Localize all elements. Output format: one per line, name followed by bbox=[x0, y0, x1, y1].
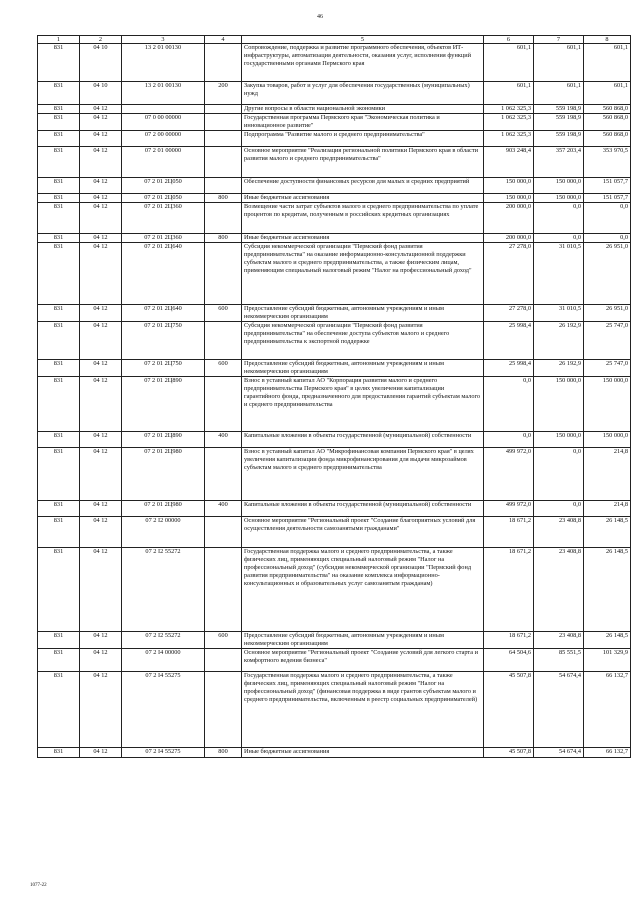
amount-2023-cell: 54 674,4 bbox=[534, 672, 584, 748]
expense-type-cell: 600 bbox=[205, 360, 242, 377]
admin-code-cell: 831 bbox=[38, 234, 80, 243]
description-cell: Иные бюджетные ассигнования bbox=[242, 194, 484, 203]
section-code-cell: 04 12 bbox=[80, 147, 122, 178]
amount-2022-cell: 499 972,0 bbox=[484, 501, 534, 517]
expense-type-cell bbox=[205, 131, 242, 147]
section-code-cell: 04 12 bbox=[80, 448, 122, 501]
admin-code-cell: 831 bbox=[38, 305, 80, 322]
admin-code-cell: 831 bbox=[38, 105, 80, 114]
amount-2022-cell: 601,1 bbox=[484, 82, 534, 105]
description-cell: Предоставление субсидий бюджетным, автономным учреждениям и иным некоммерческим организациям bbox=[242, 632, 484, 649]
target-article-cell: 13 2 01 00130 bbox=[122, 82, 205, 105]
table-row bbox=[38, 672, 631, 748]
amount-2023-cell: 150 000,0 bbox=[534, 178, 584, 194]
amount-2024-cell: 601,1 bbox=[584, 82, 631, 105]
admin-code-cell: 831 bbox=[38, 178, 80, 194]
table-row bbox=[38, 203, 631, 234]
amount-2023-cell: 0,0 bbox=[534, 203, 584, 234]
amount-2022-cell: 1 062 325,3 bbox=[484, 105, 534, 114]
expense-type-cell bbox=[205, 517, 242, 548]
table-row bbox=[38, 105, 631, 114]
description-cell: Возмещение части затрат субъектов малого и среднего предпринимательства по уплате процентов по кредитам, полученным в российских кредитных организациях bbox=[242, 203, 484, 234]
expense-type-cell bbox=[205, 203, 242, 234]
expense-type-cell bbox=[205, 448, 242, 501]
amount-2022-cell: 27 278,0 bbox=[484, 305, 534, 322]
section-code-cell: 04 12 bbox=[80, 203, 122, 234]
admin-code-cell: 831 bbox=[38, 360, 80, 377]
description-cell: Другие вопросы в области национальной экономики bbox=[242, 105, 484, 114]
section-code-cell: 04 12 bbox=[80, 131, 122, 147]
amount-2024-cell: 26 951,0 bbox=[584, 243, 631, 305]
table-row bbox=[38, 548, 631, 632]
amount-2022-cell: 45 507,8 bbox=[484, 748, 534, 758]
amount-2023-cell: 150 000,0 bbox=[534, 432, 584, 448]
admin-code-cell: 831 bbox=[38, 377, 80, 432]
target-article-cell: 07 2 00 00000 bbox=[122, 131, 205, 147]
target-article-cell: 07 2 01 2Ц360 bbox=[122, 203, 205, 234]
table-row bbox=[38, 243, 631, 305]
amount-2022-cell: 903 248,4 bbox=[484, 147, 534, 178]
admin-code-cell: 831 bbox=[38, 44, 80, 82]
amount-2023-cell: 601,1 bbox=[534, 82, 584, 105]
section-code-cell: 04 12 bbox=[80, 114, 122, 131]
column-header: 4 bbox=[205, 36, 242, 44]
section-code-cell: 04 12 bbox=[80, 234, 122, 243]
description-cell: Сопровождение, поддержка и развитие программного обеспечения, объектов ИТ-инфраструктуры, автоматизация деятельности, оказания услуг, исполнения функций государственными органами Пермского края bbox=[242, 44, 484, 82]
amount-2024-cell: 214,8 bbox=[584, 448, 631, 501]
expense-type-cell bbox=[205, 114, 242, 131]
description-cell: Взнос в уставный капитал АО "Корпорация развития малого и среднего предпринимательства Пермского края" в целях увеличения капитализации гарантийного фонда, предназначенного для предоставления гарантий субъектам малого и среднего предпринимательства bbox=[242, 377, 484, 432]
section-code-cell: 04 12 bbox=[80, 243, 122, 305]
amount-2023-cell: 0,0 bbox=[534, 501, 584, 517]
amount-2023-cell: 150 000,0 bbox=[534, 377, 584, 432]
amount-2023-cell: 23 408,8 bbox=[534, 548, 584, 632]
description-cell: Закупка товаров, работ и услуг для обеспечения государственных (муниципальных) нужд bbox=[242, 82, 484, 105]
amount-2022-cell: 18 671,2 bbox=[484, 517, 534, 548]
admin-code-cell: 831 bbox=[38, 748, 80, 758]
description-cell: Предоставление субсидий бюджетным, автономным учреждениям и иным некоммерческим организациям bbox=[242, 360, 484, 377]
amount-2024-cell: 66 132,7 bbox=[584, 672, 631, 748]
admin-code-cell: 831 bbox=[38, 672, 80, 748]
amount-2022-cell: 25 998,4 bbox=[484, 322, 534, 360]
page-number: 46 bbox=[317, 14, 323, 20]
column-header: 1 bbox=[38, 36, 80, 44]
amount-2023-cell: 0,0 bbox=[534, 448, 584, 501]
amount-2024-cell: 0,0 bbox=[584, 234, 631, 243]
target-article-cell: 07 2 01 2Ц890 bbox=[122, 432, 205, 448]
amount-2024-cell: 560 868,0 bbox=[584, 131, 631, 147]
target-article-cell: 07 0 00 00000 bbox=[122, 114, 205, 131]
target-article-cell: 07 2 01 2Ц890 bbox=[122, 377, 205, 432]
description-cell: Субсидия некоммерческой организации "Пермский фонд развития предпринимательства" на оказание информационно-консультационной поддержки субъектам малого и среднего предпринимательства, а также физическим лицам, применяющим специальный налоговый режим "Налог на профессиональный доход" bbox=[242, 243, 484, 305]
amount-2024-cell: 26 148,5 bbox=[584, 517, 631, 548]
expense-type-cell: 600 bbox=[205, 305, 242, 322]
amount-2022-cell: 150 000,0 bbox=[484, 194, 534, 203]
target-article-cell: 07 2 01 2Ц750 bbox=[122, 322, 205, 360]
column-header: 2 bbox=[80, 36, 122, 44]
amount-2022-cell: 18 671,2 bbox=[484, 632, 534, 649]
amount-2023-cell: 559 198,9 bbox=[534, 131, 584, 147]
table-row bbox=[38, 432, 631, 448]
admin-code-cell: 831 bbox=[38, 194, 80, 203]
amount-2023-cell: 150 000,0 bbox=[534, 194, 584, 203]
amount-2024-cell: 150 000,0 bbox=[584, 432, 631, 448]
description-cell: Основное мероприятие "Региональный проект "Создание условий для легкого старта и комфортного ведения бизнеса" bbox=[242, 649, 484, 672]
amount-2024-cell: 101 329,9 bbox=[584, 649, 631, 672]
section-code-cell: 04 10 bbox=[80, 82, 122, 105]
amount-2022-cell: 601,1 bbox=[484, 44, 534, 82]
admin-code-cell: 831 bbox=[38, 243, 80, 305]
target-article-cell: 07 2 I2 55272 bbox=[122, 632, 205, 649]
amount-2024-cell: 26 148,5 bbox=[584, 632, 631, 649]
amount-2023-cell: 559 198,9 bbox=[534, 114, 584, 131]
amount-2023-cell: 85 551,5 bbox=[534, 649, 584, 672]
expense-type-cell: 200 bbox=[205, 82, 242, 105]
target-article-cell: 07 2 01 2Ц360 bbox=[122, 234, 205, 243]
amount-2022-cell: 1 062 325,3 bbox=[484, 114, 534, 131]
expense-type-cell bbox=[205, 322, 242, 360]
amount-2022-cell: 18 671,2 bbox=[484, 548, 534, 632]
section-code-cell: 04 12 bbox=[80, 105, 122, 114]
amount-2024-cell: 353 970,5 bbox=[584, 147, 631, 178]
section-code-cell: 04 12 bbox=[80, 548, 122, 632]
amount-2022-cell: 200 000,0 bbox=[484, 234, 534, 243]
amount-2022-cell: 200 000,0 bbox=[484, 203, 534, 234]
expense-type-cell: 400 bbox=[205, 432, 242, 448]
target-article-cell: 07 2 01 00000 bbox=[122, 147, 205, 178]
section-code-cell: 04 12 bbox=[80, 178, 122, 194]
target-article-cell: 07 2 01 2Ц640 bbox=[122, 243, 205, 305]
budget-table bbox=[37, 35, 631, 758]
footer-code: 1077-22 bbox=[30, 883, 47, 888]
amount-2022-cell: 1 062 325,3 bbox=[484, 131, 534, 147]
section-code-cell: 04 12 bbox=[80, 360, 122, 377]
expense-type-cell: 800 bbox=[205, 748, 242, 758]
amount-2023-cell: 559 198,9 bbox=[534, 105, 584, 114]
amount-2024-cell: 151 057,7 bbox=[584, 194, 631, 203]
amount-2022-cell: 45 507,8 bbox=[484, 672, 534, 748]
description-cell: Основное мероприятие "Реализация региональной политики Пермского края в области развития малого и среднего предпринимательства" bbox=[242, 147, 484, 178]
admin-code-cell: 831 bbox=[38, 517, 80, 548]
expense-type-cell bbox=[205, 377, 242, 432]
admin-code-cell: 831 bbox=[38, 548, 80, 632]
amount-2022-cell: 0,0 bbox=[484, 432, 534, 448]
admin-code-cell: 831 bbox=[38, 82, 80, 105]
table-row bbox=[38, 194, 631, 203]
description-cell: Предоставление субсидий бюджетным, автономным учреждениям и иным некоммерческим организациям bbox=[242, 305, 484, 322]
table-row bbox=[38, 44, 631, 82]
section-code-cell: 04 12 bbox=[80, 672, 122, 748]
amount-2023-cell: 0,0 bbox=[534, 234, 584, 243]
amount-2024-cell: 25 747,0 bbox=[584, 322, 631, 360]
description-cell: Взнос в уставный капитал АО "Микрофинансовая компания Пермского края" в целях увеличения капитализации фонда микрофинансирования для выдачи микрозаймов субъектам малого и среднего предпринимательства bbox=[242, 448, 484, 501]
expense-type-cell: 600 bbox=[205, 632, 242, 649]
target-article-cell: 07 2 I2 00000 bbox=[122, 517, 205, 548]
target-article-cell: 07 2 I4 55275 bbox=[122, 748, 205, 758]
amount-2023-cell: 23 408,8 bbox=[534, 517, 584, 548]
amount-2024-cell: 0,0 bbox=[584, 203, 631, 234]
amount-2022-cell: 64 504,6 bbox=[484, 649, 534, 672]
admin-code-cell: 831 bbox=[38, 114, 80, 131]
target-article-cell: 07 2 I4 00000 bbox=[122, 649, 205, 672]
description-cell: Государственная поддержка малого и среднего предпринимательства, а также физических лиц, применяющих специальный налоговый режим "Налог на профессиональный доход" (субсидия некоммерческой организации "Пермский фонд развития предпринимательства" на оказание комплекса информационно-консультационных и образовательных услуг самозанятым гражданам) bbox=[242, 548, 484, 632]
section-code-cell: 04 12 bbox=[80, 305, 122, 322]
table-row bbox=[38, 234, 631, 243]
target-article-cell bbox=[122, 105, 205, 114]
admin-code-cell: 831 bbox=[38, 203, 80, 234]
amount-2023-cell: 26 192,9 bbox=[534, 360, 584, 377]
section-code-cell: 04 12 bbox=[80, 632, 122, 649]
amount-2024-cell: 151 057,7 bbox=[584, 178, 631, 194]
column-header: 6 bbox=[484, 36, 534, 44]
description-cell: Государственная поддержка малого и среднего предпринимательства, а также физических лиц, применяющих специальный налоговый режим "Налог на профессиональный доход" (финансовая поддержка в виде грантов субъектам малого и среднего предпринимательства, включенным в реестр социальных предпринимателей) bbox=[242, 672, 484, 748]
admin-code-cell: 831 bbox=[38, 649, 80, 672]
target-article-cell: 07 2 01 2Ц050 bbox=[122, 178, 205, 194]
target-article-cell: 07 2 01 2Ц980 bbox=[122, 448, 205, 501]
section-code-cell: 04 12 bbox=[80, 501, 122, 517]
section-code-cell: 04 12 bbox=[80, 194, 122, 203]
description-cell: Иные бюджетные ассигнования bbox=[242, 748, 484, 758]
amount-2024-cell: 66 132,7 bbox=[584, 748, 631, 758]
amount-2023-cell: 31 010,5 bbox=[534, 305, 584, 322]
amount-2024-cell: 150 000,0 bbox=[584, 377, 631, 432]
table-row bbox=[38, 305, 631, 322]
amount-2024-cell: 25 747,0 bbox=[584, 360, 631, 377]
amount-2022-cell: 0,0 bbox=[484, 377, 534, 432]
description-cell: Капитальные вложения в объекты государственной (муниципальной) собственности bbox=[242, 432, 484, 448]
section-code-cell: 04 10 bbox=[80, 44, 122, 82]
table-row bbox=[38, 360, 631, 377]
amount-2022-cell: 150 000,0 bbox=[484, 178, 534, 194]
expense-type-cell: 800 bbox=[205, 194, 242, 203]
table-row bbox=[38, 131, 631, 147]
table-row bbox=[38, 322, 631, 360]
table-row bbox=[38, 377, 631, 432]
amount-2024-cell: 26 951,0 bbox=[584, 305, 631, 322]
amount-2023-cell: 23 408,8 bbox=[534, 632, 584, 649]
target-article-cell: 07 2 I2 55272 bbox=[122, 548, 205, 632]
expense-type-cell: 400 bbox=[205, 501, 242, 517]
description-cell: Иные бюджетные ассигнования bbox=[242, 234, 484, 243]
amount-2023-cell: 26 192,9 bbox=[534, 322, 584, 360]
expense-type-cell bbox=[205, 147, 242, 178]
expense-type-cell bbox=[205, 672, 242, 748]
admin-code-cell: 831 bbox=[38, 632, 80, 649]
column-header: 5 bbox=[242, 36, 484, 44]
expense-type-cell bbox=[205, 105, 242, 114]
amount-2023-cell: 31 010,5 bbox=[534, 243, 584, 305]
admin-code-cell: 831 bbox=[38, 147, 80, 178]
table-row bbox=[38, 147, 631, 178]
admin-code-cell: 831 bbox=[38, 432, 80, 448]
table-row bbox=[38, 649, 631, 672]
section-code-cell: 04 12 bbox=[80, 432, 122, 448]
expense-type-cell bbox=[205, 243, 242, 305]
amount-2024-cell: 26 148,5 bbox=[584, 548, 631, 632]
description-cell: Подпрограмма "Развитие малого и среднего предпринимательства" bbox=[242, 131, 484, 147]
expense-type-cell: 800 bbox=[205, 234, 242, 243]
target-article-cell: 07 2 01 2Ц640 bbox=[122, 305, 205, 322]
amount-2024-cell: 601,1 bbox=[584, 44, 631, 82]
amount-2022-cell: 499 972,0 bbox=[484, 448, 534, 501]
amount-2024-cell: 214,8 bbox=[584, 501, 631, 517]
table-row bbox=[38, 501, 631, 517]
table-row bbox=[38, 748, 631, 758]
description-cell: Основное мероприятие "Региональный проект "Создание благоприятных условий для осуществления деятельности самозанятыми гражданами" bbox=[242, 517, 484, 548]
admin-code-cell: 831 bbox=[38, 131, 80, 147]
expense-type-cell bbox=[205, 649, 242, 672]
section-code-cell: 04 12 bbox=[80, 377, 122, 432]
target-article-cell: 07 2 01 2Ц980 bbox=[122, 501, 205, 517]
expense-type-cell bbox=[205, 548, 242, 632]
column-header: 8 bbox=[584, 36, 631, 44]
table-row bbox=[38, 82, 631, 105]
amount-2023-cell: 54 674,4 bbox=[534, 748, 584, 758]
admin-code-cell: 831 bbox=[38, 448, 80, 501]
section-code-cell: 04 12 bbox=[80, 322, 122, 360]
column-header: 7 bbox=[534, 36, 584, 44]
admin-code-cell: 831 bbox=[38, 501, 80, 517]
table-row bbox=[38, 448, 631, 501]
target-article-cell: 07 2 I4 55275 bbox=[122, 672, 205, 748]
column-header: 3 bbox=[122, 36, 205, 44]
target-article-cell: 07 2 01 2Ц050 bbox=[122, 194, 205, 203]
expense-type-cell bbox=[205, 44, 242, 82]
table-row bbox=[38, 114, 631, 131]
amount-2022-cell: 25 998,4 bbox=[484, 360, 534, 377]
description-cell: Государственная программа Пермского края "Экономическая политика и инновационное развитие" bbox=[242, 114, 484, 131]
table-row bbox=[38, 178, 631, 194]
target-article-cell: 07 2 01 2Ц750 bbox=[122, 360, 205, 377]
table-row bbox=[38, 517, 631, 548]
amount-2023-cell: 601,1 bbox=[534, 44, 584, 82]
table-header-row bbox=[38, 36, 631, 44]
amount-2024-cell: 560 868,0 bbox=[584, 114, 631, 131]
description-cell: Субсидия некоммерческой организации "Пермский фонд развития предпринимательства" на обеспечение доступа субъектов малого и среднего предпринимательства к экспортной поддержке bbox=[242, 322, 484, 360]
admin-code-cell: 831 bbox=[38, 322, 80, 360]
section-code-cell: 04 12 bbox=[80, 748, 122, 758]
description-cell: Обеспечение доступности финансовых ресурсов для малых и средних предприятий bbox=[242, 178, 484, 194]
amount-2024-cell: 560 868,0 bbox=[584, 105, 631, 114]
amount-2023-cell: 357 203,4 bbox=[534, 147, 584, 178]
expense-type-cell bbox=[205, 178, 242, 194]
target-article-cell: 13 2 01 00130 bbox=[122, 44, 205, 82]
table-row bbox=[38, 632, 631, 649]
section-code-cell: 04 12 bbox=[80, 517, 122, 548]
description-cell: Капитальные вложения в объекты государственной (муниципальной) собственности bbox=[242, 501, 484, 517]
section-code-cell: 04 12 bbox=[80, 649, 122, 672]
amount-2022-cell: 27 278,0 bbox=[484, 243, 534, 305]
